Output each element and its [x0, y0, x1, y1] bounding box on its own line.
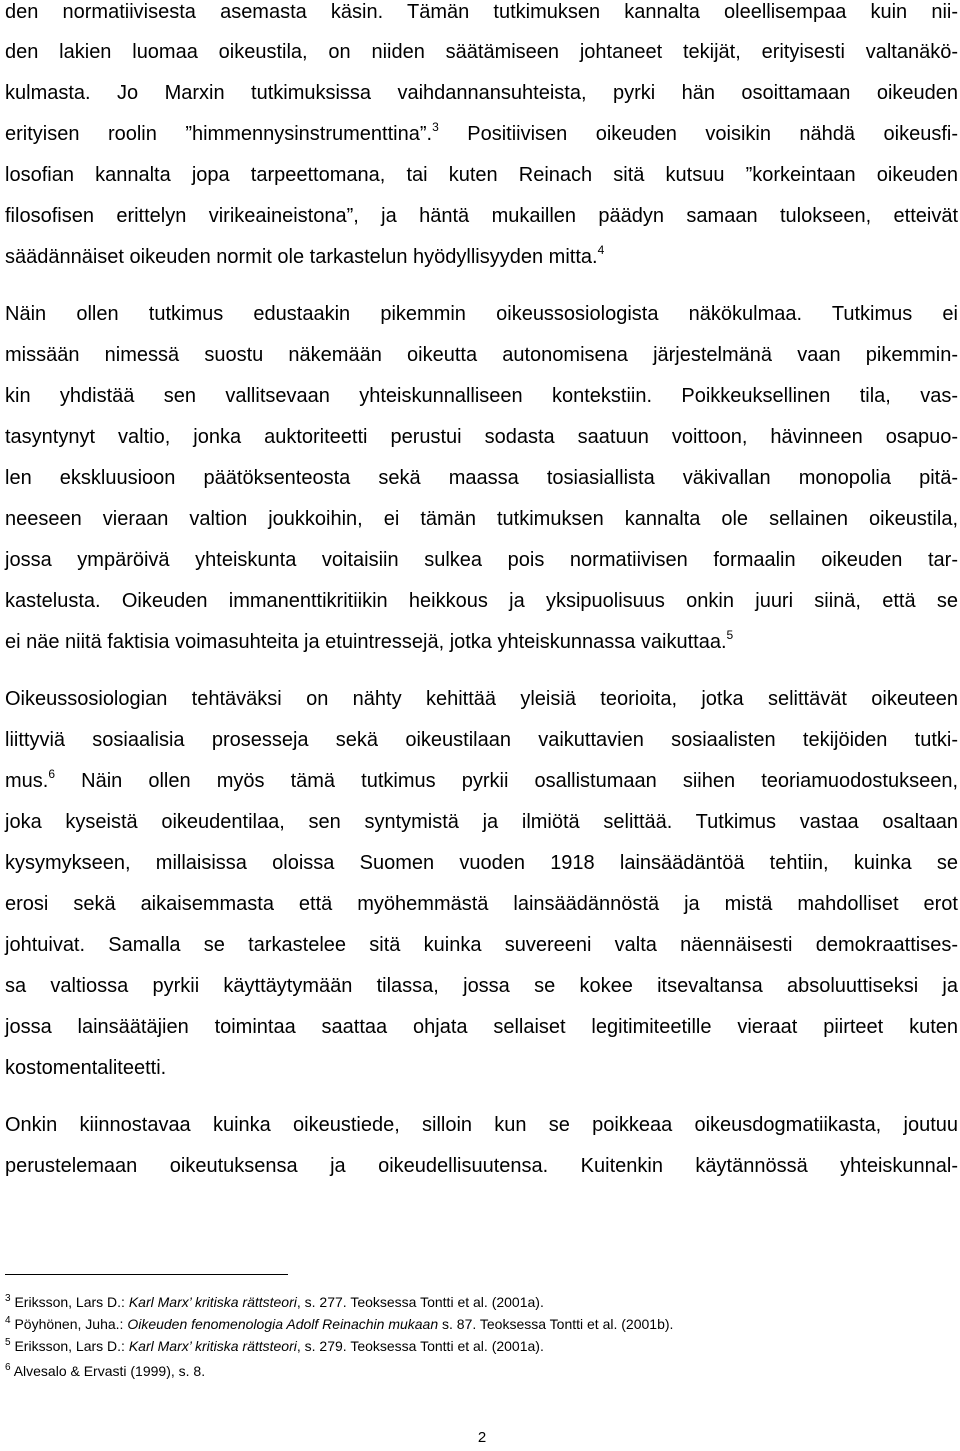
- text-line: joka kyseistä oikeudentilaa, sen syntymistä ja ilmiötä selittää. Tutkimus vastaa osaltaan: [5, 811, 958, 833]
- footnote-author: Eriksson, Lars D.:: [14, 1294, 129, 1310]
- footnote-author: Alvesalo & Ervasti (1999), s. 8.: [13, 1363, 206, 1379]
- text-line: len ekskluusioon päätöksenteosta sekä maassa tosiasiallista väkivallan monopolia pitä-: [5, 467, 958, 489]
- text-line: perustelemaan oikeutuksensa ja oikeudellisuutensa. Kuitenkin käytännössä yhteiskunnal-: [5, 1155, 958, 1177]
- text-line: den normatiivisesta asemasta käsin. Tämän tutkimuksen kannalta oleellisempaa kuin nii-: [5, 1, 958, 23]
- text-line: missään nimessä suostu näkemään oikeutta autonomisena järjestelmänä vaan pikemmin-: [5, 344, 958, 366]
- text-segment: Positiivisen oikeuden voisikin nähdä oikeusfi-: [467, 123, 958, 145]
- text-line: jossa lainsäätäjien toimintaa saattaa ohjata sellaiset legitimiteetille vieraat piirteet kuten: [5, 1016, 958, 1038]
- footnote-author: Eriksson, Lars D.:: [14, 1338, 129, 1354]
- text-line: losofian kannalta jopa tarpeettomana, tai kuten Reinach sitä kutsuu ”korkeintaan oikeuden: [5, 164, 958, 186]
- text-line: tasyntynyt valtio, jonka auktoriteetti perustui sodasta saatuun voittoon, hävinneen osapuo-: [5, 426, 958, 448]
- text-line: [5, 766, 958, 796]
- text-segment: ei näe niitä faktisia voimasuhteita ja etuintressejä, jotka yhteiskunnassa vaikuttaa.: [5, 631, 727, 653]
- text-segment: erityisen roolin ”himmennysinstrumenttina”.: [5, 123, 433, 145]
- page-number: 2: [477, 1429, 487, 1446]
- footnote: [5, 1292, 544, 1312]
- text-line: kastelusta. Oikeuden immanenttikritiikin heikkous ja yksipuolisuus onkin juuri siinä, että se: [5, 590, 958, 612]
- text-line: erosi sekä aikaisemmasta että myöhemmästä lainsäädännöstä ja mistä mahdolliset erot: [5, 893, 958, 915]
- text-line: kin yhdistää sen vallitsevaan yhteiskunnalliseen kontekstiin. Poikkeuksellinen tila, vas-: [5, 385, 958, 407]
- text-line: filosofisen erittelyn virikeaineistona”, ja häntä mukaillen päädyn samaan tulokseen, etteivät: [5, 205, 958, 227]
- text-line: Näin ollen tutkimus edustaakin pikemmin oikeussosiologista näkökulmaa. Tutkimus ei: [5, 303, 958, 325]
- text-segment: mus.: [5, 770, 49, 792]
- text-line: Oikeussosiologian tehtäväksi on nähty kehittää yleisiä teorioita, jotka selittävät oikeuteen: [5, 688, 958, 710]
- footnote-ref: 5: [726, 628, 734, 642]
- footnote-number: 5: [5, 1337, 11, 1348]
- text-segment: Näin ollen myös tämä tutkimus pyrkii osallistumaan siihen teoriamuodostukseen,: [81, 770, 958, 792]
- footnote-author: Pöyhönen, Juha.:: [14, 1316, 128, 1332]
- footnote: [5, 1361, 205, 1381]
- footnote: [5, 1336, 544, 1356]
- footnote-rest: , s. 279. Teoksessa Tontti et al. (2001a).: [296, 1338, 544, 1354]
- footnote-ref: 3: [432, 120, 439, 134]
- footnote: [5, 1314, 673, 1334]
- footnote-number: 6: [5, 1362, 11, 1373]
- text-line: jossa ympäröivä yhteiskunta voitaisiin sulkea pois normatiivisen formaalin oikeuden tar-: [5, 549, 958, 571]
- footnote-title: Oikeuden fenomenologia Adolf Reinachin mukaan: [127, 1316, 439, 1332]
- text-line: neeseen vieraan valtion joukkoihin, ei tämän tutkimuksen kannalta ole sellainen oikeustila,: [5, 508, 958, 530]
- footnote-title: Karl Marx’ kritiska rättsteori: [128, 1338, 297, 1354]
- footnote-rest: , s. 277. Teoksessa Tontti et al. (2001a).: [296, 1294, 544, 1310]
- footnote-number: 4: [5, 1315, 11, 1326]
- text-line: Onkin kiinnostavaa kuinka oikeustiede, silloin kun se poikkeaa oikeusdogmatiikasta, joutuu: [5, 1114, 958, 1136]
- text-line: den lakien luomaa oikeustila, on niiden säätämiseen johtaneet tekijät, erityisesti valtanäkö-: [5, 41, 958, 63]
- text-line: [5, 627, 958, 657]
- footnote-rest: s. 87. Teoksessa Tontti et al. (2001b).: [438, 1316, 674, 1332]
- text-line: liittyviä sosiaalisia prosesseja sekä oikeustilaan vaikuttavien sosiaalisten tekijöiden tutki-: [5, 729, 958, 751]
- footnote-number: 3: [5, 1293, 11, 1304]
- footnote-ref: 4: [597, 243, 605, 257]
- text-line: sa valtiossa pyrkii käyttäytymään tilassa, jossa se kokee itsevaltansa absoluuttiseksi ja: [5, 975, 958, 997]
- text-segment: säädännäiset oikeuden normit ole tarkastelun hyödyllisyyden mitta.: [5, 246, 598, 268]
- text-line: kysymykseen, millaisissa oloissa Suomen vuoden 1918 lainsäädäntöä tehtiin, kuinka se: [5, 852, 958, 874]
- footnote-title: Karl Marx’ kritiska rättsteori: [128, 1294, 297, 1310]
- text-line: kulmasta. Jo Marxin tutkimuksissa vaihdannansuhteista, pyrki hän osoittamaan oikeuden: [5, 82, 958, 104]
- text-line: johtuivat. Samalla se tarkastelee sitä kuinka suvereeni valta näennäisesti demokraattises-: [5, 934, 958, 956]
- text-line: kostomentaliteetti.: [5, 1057, 167, 1079]
- text-line: [5, 119, 958, 149]
- footnote-ref: 6: [48, 767, 56, 781]
- text-line: [5, 242, 958, 272]
- footnote-separator: [5, 1274, 288, 1275]
